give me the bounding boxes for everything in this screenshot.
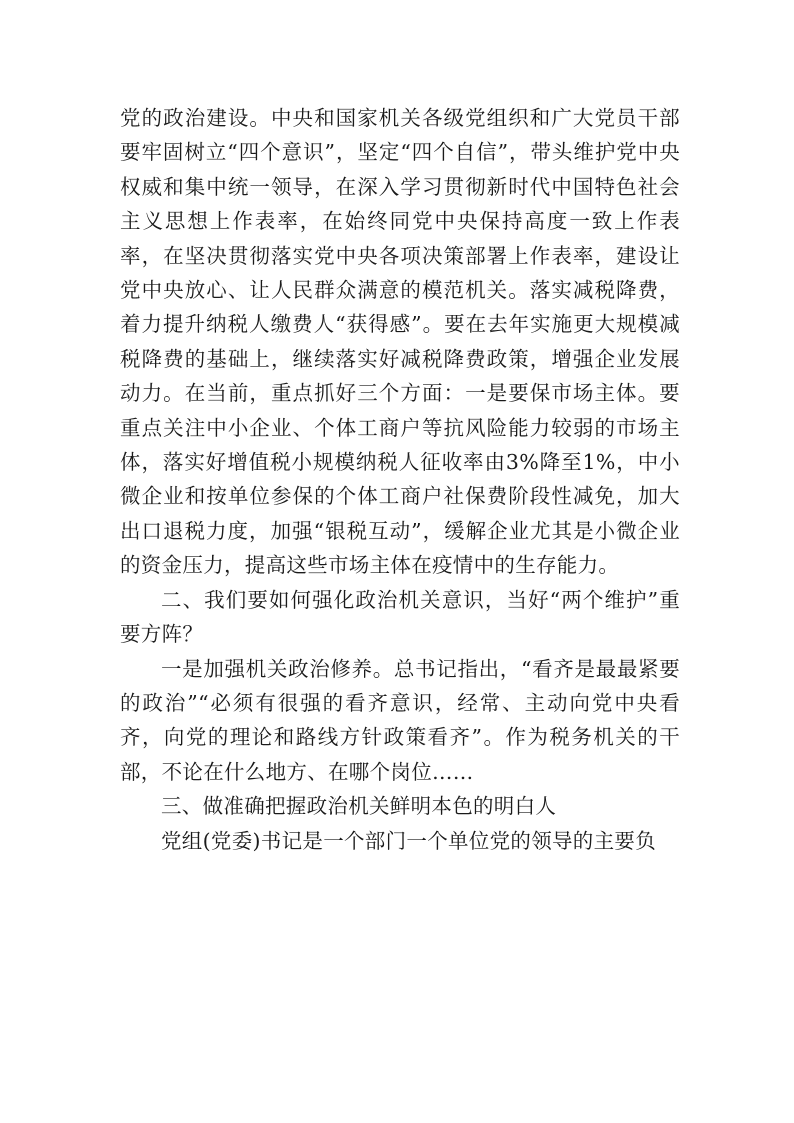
section-heading-3: 三、做准确把握政治机关鲜明本色的明白人 [161, 794, 557, 819]
body-paragraph-2: 一是加强机关政治修养。总书记指出，“看齐是最最紧要的政治”“必须有很强的看齐意识，经常、主动向党中央看齐，向党的理论和路线方针政策看齐”。作为税务机关的干部，不论在什么地方、在哪个岗位…… [120, 656, 680, 784]
section-heading-2: 二、我们要如何强化政治机关意识，当好“两个维护”重要方阵？ [120, 587, 680, 647]
body-paragraph-3: 党组(党委)书记是一个部门一个单位党的领导的主要负 [161, 828, 656, 853]
body-paragraph-1: 党的政治建设。中央和国家机关各级党组织和广大党员干部要牢固树立“四个意识”，坚定“四个自信”，带头维护党中央权威和集中统一领导，在深入学习贯彻新时代中国特色社会主义思想上作表率，在始终同党中央保持高度一致上作表率，在坚决贯彻落实党中央各项决策部署上作表率，建设让党中央放心、让人民群众满意的模范机关。落实减税降费，着力提升纳税人缴费人“获得感”。要在去年实施更大规模减税降费的基础上，继续落实好减税降费政策，增强企业发展动力。在当前，重点抓好三个方面：一是要保市场主体。要重点关注中小企业、个体工商户等抗风险能力较弱的市场主体，落实好增值税小规模纳税人征收率由3%降至1%，中小微企业和按单位参保的个体工商户社保费阶段性减免，加大出口退税力度，加强“银税互动”，缓解企业尤其是小微企业的资金压力，提高这些市场主体在疫情中的生存能力。 [120, 106, 680, 578]
document-body [120, 101, 680, 858]
